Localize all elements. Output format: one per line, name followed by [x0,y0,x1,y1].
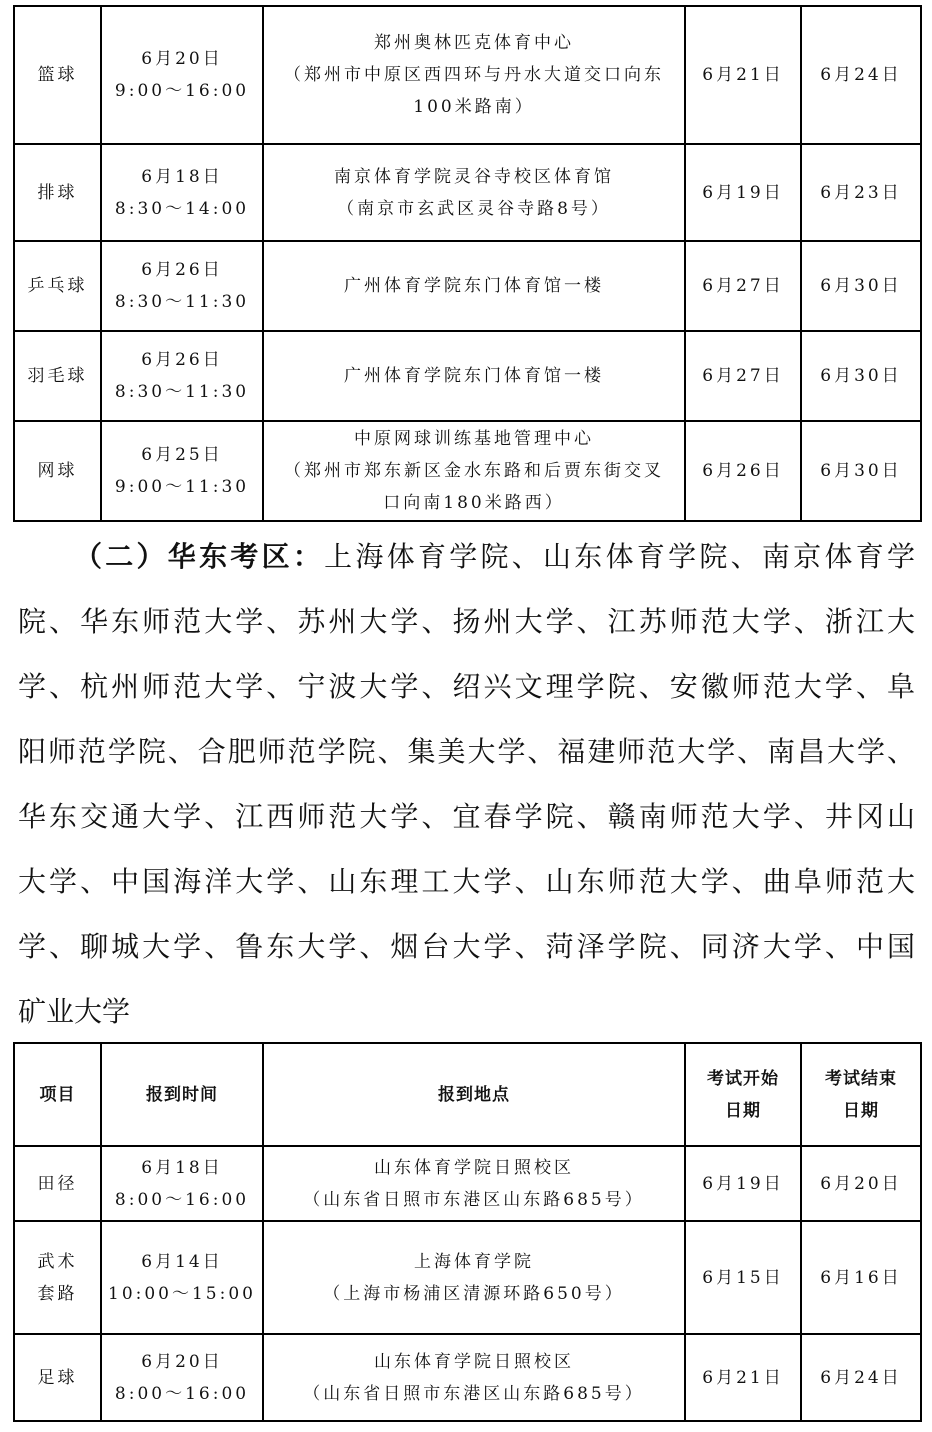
east-region-paragraph [18,524,915,1044]
cell-place [263,241,685,331]
cell-line: （上海市杨浦区清源环路650号） [323,1283,625,1304]
cell-place [263,1146,685,1221]
cell-line: 广州体育学院东门体育馆一楼 [344,276,604,296]
paragraph-line: 大学、中国海洋大学、山东理工大学、山东师范大学、曲阜师范大 [18,865,915,898]
cell-item [14,1221,101,1334]
cell-line: 6月26日 [141,350,223,370]
table-row [14,241,921,331]
cell-end: 6月16日 [801,1221,921,1334]
cell-item [14,241,101,331]
table-row [14,144,921,241]
cell-line: 项目 [39,1084,76,1105]
paragraph-line [18,524,915,589]
cell-line: 9:00～11:30 [114,477,250,497]
table-row [14,1334,921,1421]
paragraph-line: 院、华东师范大学、苏州大学、扬州大学、江苏师范大学、浙江大 [18,605,915,638]
paragraph-text: 上海体育学院、山东体育学院、南京体育学 [324,540,915,573]
cell-line: 考试开始 [707,1068,779,1089]
paragraph-line: 华东交通大学、江西师范大学、宜春学院、赣南师范大学、井冈山 [18,800,915,833]
cell-item [14,6,101,144]
schedule-table-1 [13,5,922,522]
cell-line: 8:00～16:00 [114,1189,250,1210]
cell-line: 郑州奥林匹克体育中心 [374,33,574,53]
cell-item [14,1146,101,1221]
cell-end: 6月20日 [801,1146,921,1221]
table-row [14,331,921,421]
cell-line: 6月18日 [141,1157,223,1178]
cell-start: 6月21日 [685,1334,801,1421]
header-cell [685,1043,801,1146]
cell-line: （郑州市郑东新区金水东路和后贾东街交叉 [284,461,664,481]
cell-place [263,6,685,144]
cell-line: 上海体育学院 [414,1251,534,1272]
cell-end: 6月24日 [801,1334,921,1421]
paragraph-line: 学、杭州师范大学、宁波大学、绍兴文理学院、安徽师范大学、阜 [18,670,915,703]
cell-place [263,144,685,241]
cell-line: 考试结束 [825,1068,897,1089]
cell-end: 6月24日 [801,6,921,144]
cell-line: 日期 [725,1100,761,1121]
cell-line: 网球 [37,461,78,481]
cell-line: 6月14日 [141,1251,223,1272]
cell-start: 6月15日 [685,1221,801,1334]
cell-line: 山东体育学院日照校区 [374,1157,574,1178]
cell-line: 6月25日 [141,445,223,465]
table-row [14,1221,921,1334]
cell-line: 报到时间 [146,1084,218,1105]
cell-end: 6月23日 [801,144,921,241]
cell-start: 6月21日 [685,6,801,144]
cell-time [101,1334,263,1421]
cell-place [263,421,685,521]
header-cell [14,1043,101,1146]
header-cell [801,1043,921,1146]
section-heading: （二）华东考区： [74,540,325,573]
cell-start: 6月19日 [685,144,801,241]
table-header-row [14,1043,921,1146]
table-row [14,6,921,144]
cell-time [101,1146,263,1221]
cell-line: 武术 [37,1251,78,1272]
cell-line: 报到地点 [438,1084,510,1105]
cell-line: （山东省日照市东港区山东路685号） [303,1383,645,1404]
cell-line: 日期 [843,1100,879,1121]
cell-line: 排球 [37,182,78,203]
cell-item [14,1334,101,1421]
cell-line: 8:30～14:00 [114,198,250,219]
header-cell [263,1043,685,1146]
cell-start: 6月27日 [685,331,801,421]
cell-time [101,6,263,144]
cell-end: 6月30日 [801,241,921,331]
cell-line: 中原网球训练基地管理中心 [354,429,594,449]
cell-line: 足球 [37,1367,78,1388]
table-row [14,421,921,521]
cell-line: 田径 [37,1173,78,1194]
cell-place [263,1221,685,1334]
cell-line: 8:30～11:30 [114,382,250,402]
cell-line: 口向南180米路西） [383,493,565,513]
cell-time [101,331,263,421]
cell-line: 6月20日 [141,1351,223,1372]
cell-start: 6月26日 [685,421,801,521]
cell-place [263,331,685,421]
cell-line: 乒乓球 [27,276,88,296]
cell-line: 9:00～16:00 [114,81,250,101]
cell-line: 广州体育学院东门体育馆一楼 [344,366,604,386]
cell-line: 6月18日 [141,166,223,187]
cell-line: 8:00～16:00 [114,1383,250,1404]
cell-line: 山东体育学院日照校区 [374,1351,574,1372]
cell-item [14,421,101,521]
cell-line: 篮球 [37,65,78,85]
cell-end: 6月30日 [801,421,921,521]
cell-line: 6月20日 [141,49,223,69]
header-cell [101,1043,263,1146]
cell-line: （山东省日照市东港区山东路685号） [303,1189,645,1210]
table-row [14,1146,921,1221]
cell-item [14,144,101,241]
cell-line: （郑州市中原区西四环与丹水大道交口向东 [284,65,664,85]
cell-line: 10:00～15:00 [108,1283,256,1304]
paragraph-line: 学、聊城大学、鲁东大学、烟台大学、菏泽学院、同济大学、中国 [18,930,915,963]
cell-place [263,1334,685,1421]
cell-line: 南京体育学院灵谷寺校区体育馆 [334,166,614,187]
cell-item [14,331,101,421]
cell-time [101,1221,263,1334]
cell-line: 6月26日 [141,260,223,280]
cell-start: 6月19日 [685,1146,801,1221]
cell-line: 羽毛球 [27,366,88,386]
cell-line: （南京市玄武区灵谷寺路8号） [337,198,611,219]
paragraph-line: 阳师范学院、合肥师范学院、集美大学、福建师范大学、南昌大学、 [18,735,915,768]
cell-time [101,241,263,331]
cell-line: 套路 [37,1283,78,1304]
cell-time [101,144,263,241]
cell-time [101,421,263,521]
cell-line: 100米路南） [413,97,535,117]
cell-line: 8:30～11:30 [114,292,250,312]
cell-end: 6月30日 [801,331,921,421]
cell-start: 6月27日 [685,241,801,331]
schedule-table-2 [13,1042,922,1422]
paragraph-line: 矿业大学 [18,995,131,1028]
